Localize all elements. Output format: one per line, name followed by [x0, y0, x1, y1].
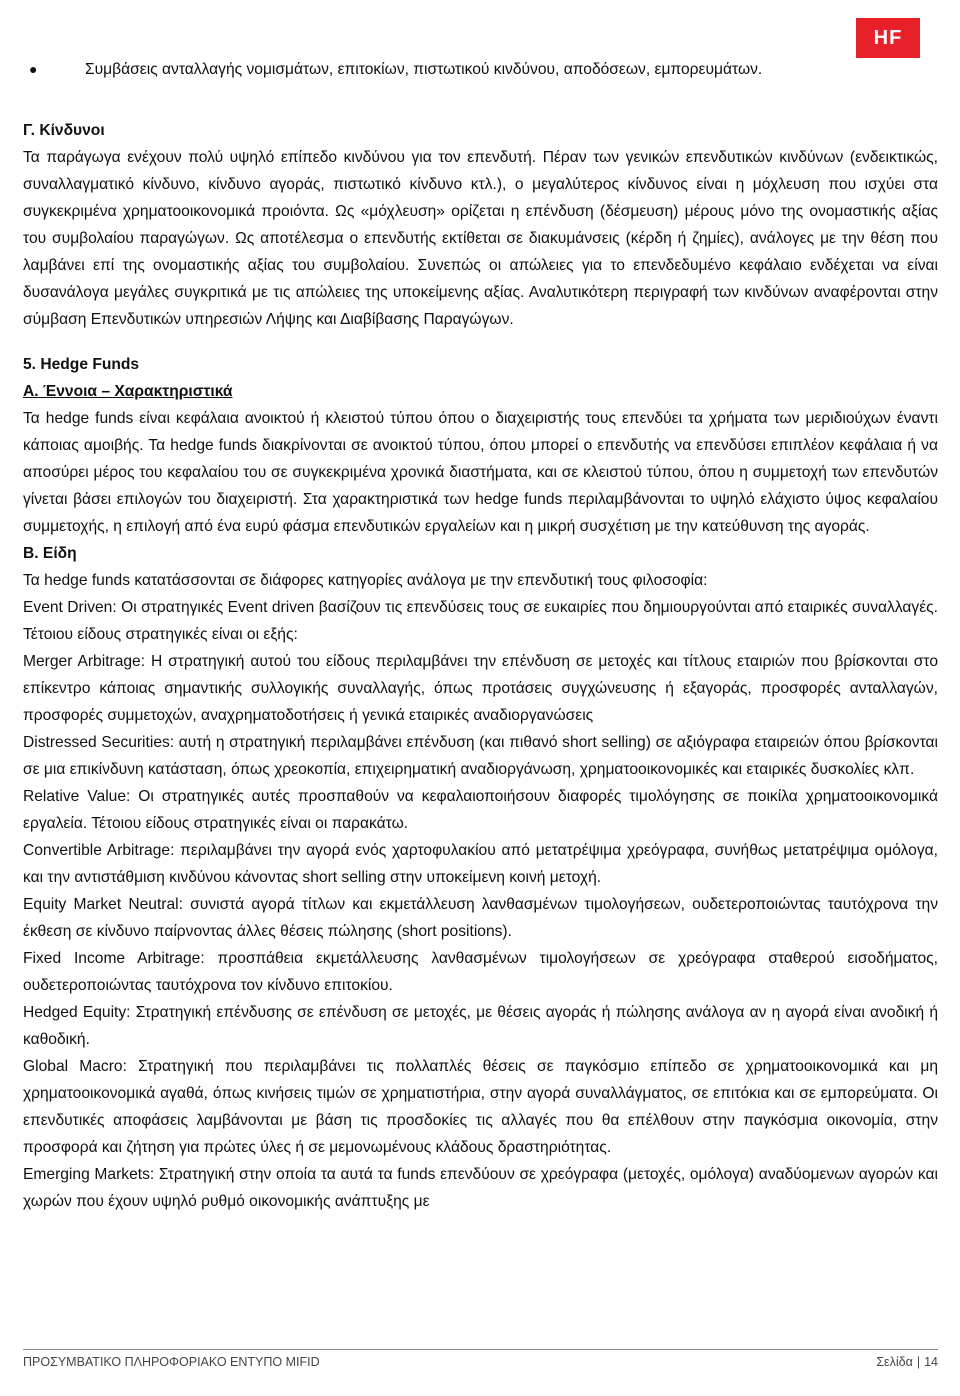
page-number: 14 [924, 1355, 938, 1369]
footer-page-indicator [876, 1355, 938, 1369]
types-paragraph: Merger Arbitrage: Η στρατηγική αυτού του είδους περιλαμβάνει την επένδυση σε μετοχές και τίτλους εταιριών που βρίσκονται στο επίκεντρο κάποιας σημαντικής συλλογικής συναλλαγής, όπως προτάσεις συγχώνευσης ή εξαγοράς, προσφορές ανταλλαγών, προσφορές συμμετοχών, αναχρηματοδοτήσεις ή γενικά εταιρικές αναδιοργανώσεις [23, 653, 938, 724]
types-paragraph: Equity Market Neutral: συνιστά αγορά τίτλων και εκμετάλλευση λανθασμένων τιμολογήσεων, ουδετεροποιώντας ταυτόχρονα την έκθεση σε κίνδυνο παίρνοντας άλλες θέσεις πώλησης (short positions). [23, 896, 938, 940]
bullet-list-item [23, 56, 938, 83]
section-gap [23, 333, 938, 351]
risks-paragraph: Τα παράγωγα ενέχουν πολύ υψηλό επίπεδο κινδύνου για τον επενδυτή. Πέραν των γενικών επενδυτικών κινδύνων (ενδεικτικώς, συναλλαγματικό κίνδυνο, κίνδυνο αγοράς, πιστωτικό κίνδυνο κτλ.), ο μεγαλύτερος κίνδυνος είναι η μόχλευση που ισχύει στα συγκεκριμένα χρηματοοικονομικά προιόντα. Ως «μόχλευση» ορίζεται η επένδυση (δέσμευση) μέρους μόνο της ονομαστικής αξίας του συμβολαίου παραγώγων. Ως αποτέλεσμα ο επενδυτής εκτίθεται σε διακυμάνσεις (κέρδη ή ζημίες), ανάλογες με την θέση που λαμβάνει επί της ονομαστικής αξίας του συμβολαίου. Συνεπώς οι απώλειες για το επενδεδυμένο κεφάλαιο ενδέχεται να είναι δυσανάλογα μεγάλες συγκριτικά με τις απώλειες της υποκείμενης αξίας. Αναλυτικότερη περιγραφή των κινδύνων αναφέρονται στην σύμβαση Επενδυτικών υπηρεσιών Λήψης και Διαβίβασης Παραγώγων. [23, 149, 938, 328]
concept-paragraph: Τα hedge funds είναι κεφάλαια ανοικτού ή κλειστού τύπου όπου ο διαχειριστής τους επενδύει τα χρήματα των μεριδιούχων έναντι κάποιας αμοιβής. Τα hedge funds διακρίνονται σε ανοικτού τύπου, όπου μπορεί ο επενδυτής να επενδύσει επιπλέον κεφάλαια ή να αποσύρει μέρος του κεφαλαίου του σε συγκεκριμένα χρονικά διαστήματα, και σε κλειστού τύπου, όπου η συμμετοχή των επενδυτών γίνεται βάσει επιλογών του διαχειριστή. Στα χαρακτηριστικά των hedge funds περιλαμβάνονται το υψηλό ελάχιστο ύψος κεφαλαίου συμμετοχής, η επιλογή από ένα ευρύ φάσμα επενδυτικών εργαλείων και η μικρή συσχέτιση με την κατεύθυνση της αγοράς. [23, 410, 938, 535]
page-separator: | [916, 1355, 921, 1369]
types-paragraph: Relative Value: Οι στρατηγικές αυτές προσπαθούν να κεφαλαιοποιήσουν διαφορές τιμολόγησης σε ποικίλα χρηματοοικονομικά εργαλεία. Τέτοιου είδους στρατηγικές είναι οι παρακάτω. [23, 788, 938, 832]
hf-logo: HF [856, 18, 920, 58]
types-paragraph: Emerging Markets: Στρατηγική στην οποία τα αυτά τα funds επενδύουν σε χρεόγραφα (μετοχές, ομόλογα) αναδύομενων αγορών και χωρών που έχουν υψηλό ρυθμό οικονομικής ανάπτυξης με [23, 1166, 938, 1210]
risks-heading: Γ. Κίνδυνοι [23, 122, 105, 139]
types-paragraph: Fixed Income Arbitrage: προσπάθεια εκμετάλλευσης λανθασμένων τιμολογήσεων σε χρεόγραφα σταθερού εισοδήματος, ουδετεροποιώντας ταυτόχρονα τον κίνδυνο επιτοκίου. [23, 950, 938, 994]
hedge-funds-heading: 5. Hedge Funds [23, 356, 140, 373]
footer-document-title: ΠΡΟΣΥΜΒΑΤΙΚΟ ΠΛΗΡΟΦΟΡΙΑΚΟ ΕΝΤΥΠΟ MIFID [23, 1355, 320, 1369]
types-paragraph: Distressed Securities: αυτή η στρατηγική περιλαμβάνει επένδυση (και πιθανό short selling) σε αξιόγραφα εταιρειών όπου βρίσκονται σε μια επικίνδυνη κατάσταση, όπως χρεοκοπία, επιχειρηματική αναδιοργάνωση, χρηματοοικονομικές και εταιρικές δυσκολίες κλπ. [23, 734, 938, 778]
types-paragraph: Τα hedge funds κατατάσσονται σε διάφορες κατηγορίες ανάλογα με την επενδυτική τους φιλοσοφία: [23, 572, 708, 589]
bullet-text: Συμβάσεις ανταλλαγής νομισμάτων, επιτοκίων, πιστωτικού κινδύνου, αποδόσεων, εμπορευμάτων. [85, 61, 763, 78]
types-paragraph: Global Macro: Στρατηγική που περιλαμβάνει τις πολλαπλές θέσεις σε παγκόσμιο επίπεδο σε χρηματοοικονομικά και μη χρηματοοικονομικά αγαθά, όπως κινήσεις τιμών σε χρηματιστήρια, στην αγορά συναλλάγματος, σε επιτόκια και σε εμπορεύματα. Οι επενδυτικές αποφάσεις λαμβάνονται με βάση τις προσδοκίες τις αλλαγές που θα επέλθουν στην παγκόσμια οικονομία, στην προσφορά και ζήτηση για πρώτες ύλες ή σε μεμονωμένους κλάδους δραστηριότητας. [23, 1058, 938, 1156]
bullet-dot-icon: ● [29, 61, 38, 77]
page-label: Σελίδα [876, 1355, 913, 1369]
types-paragraph: Hedged Equity: Στρατηγική επένδυσης σε επένδυση σε μετοχές, με θέσεις αγοράς ή πώλησης ανάλογα αν η αγορά είναι ανοδική ή καθοδική. [23, 1004, 938, 1048]
concept-heading: Α. Έννοια – Χαρακτηριστικά [23, 383, 233, 400]
types-paragraph: Convertible Arbitrage: περιλαμβάνει την αγορά ενός χαρτοφυλακίου από μετατρέψιμα χρεόγραφα, συνήθως μετατρέψιμα ομόλογα, και την αντιστάθμιση κινδύνου κάνοντας short selling στην υποκείμενη κοινή μετοχή. [23, 842, 938, 886]
page-content [23, 56, 938, 1215]
types-heading: Β. Είδη [23, 545, 77, 562]
types-paragraph: Event Driven: Οι στρατηγικές Event driven βασίζουν τις επενδύσεις τους σε ευκαιρίες που δημιουργούνται από εταιρικές συναλλαγές. Τέτοιου είδους στρατηγικές είναι οι εξής: [23, 599, 938, 643]
page-footer [23, 1349, 938, 1369]
